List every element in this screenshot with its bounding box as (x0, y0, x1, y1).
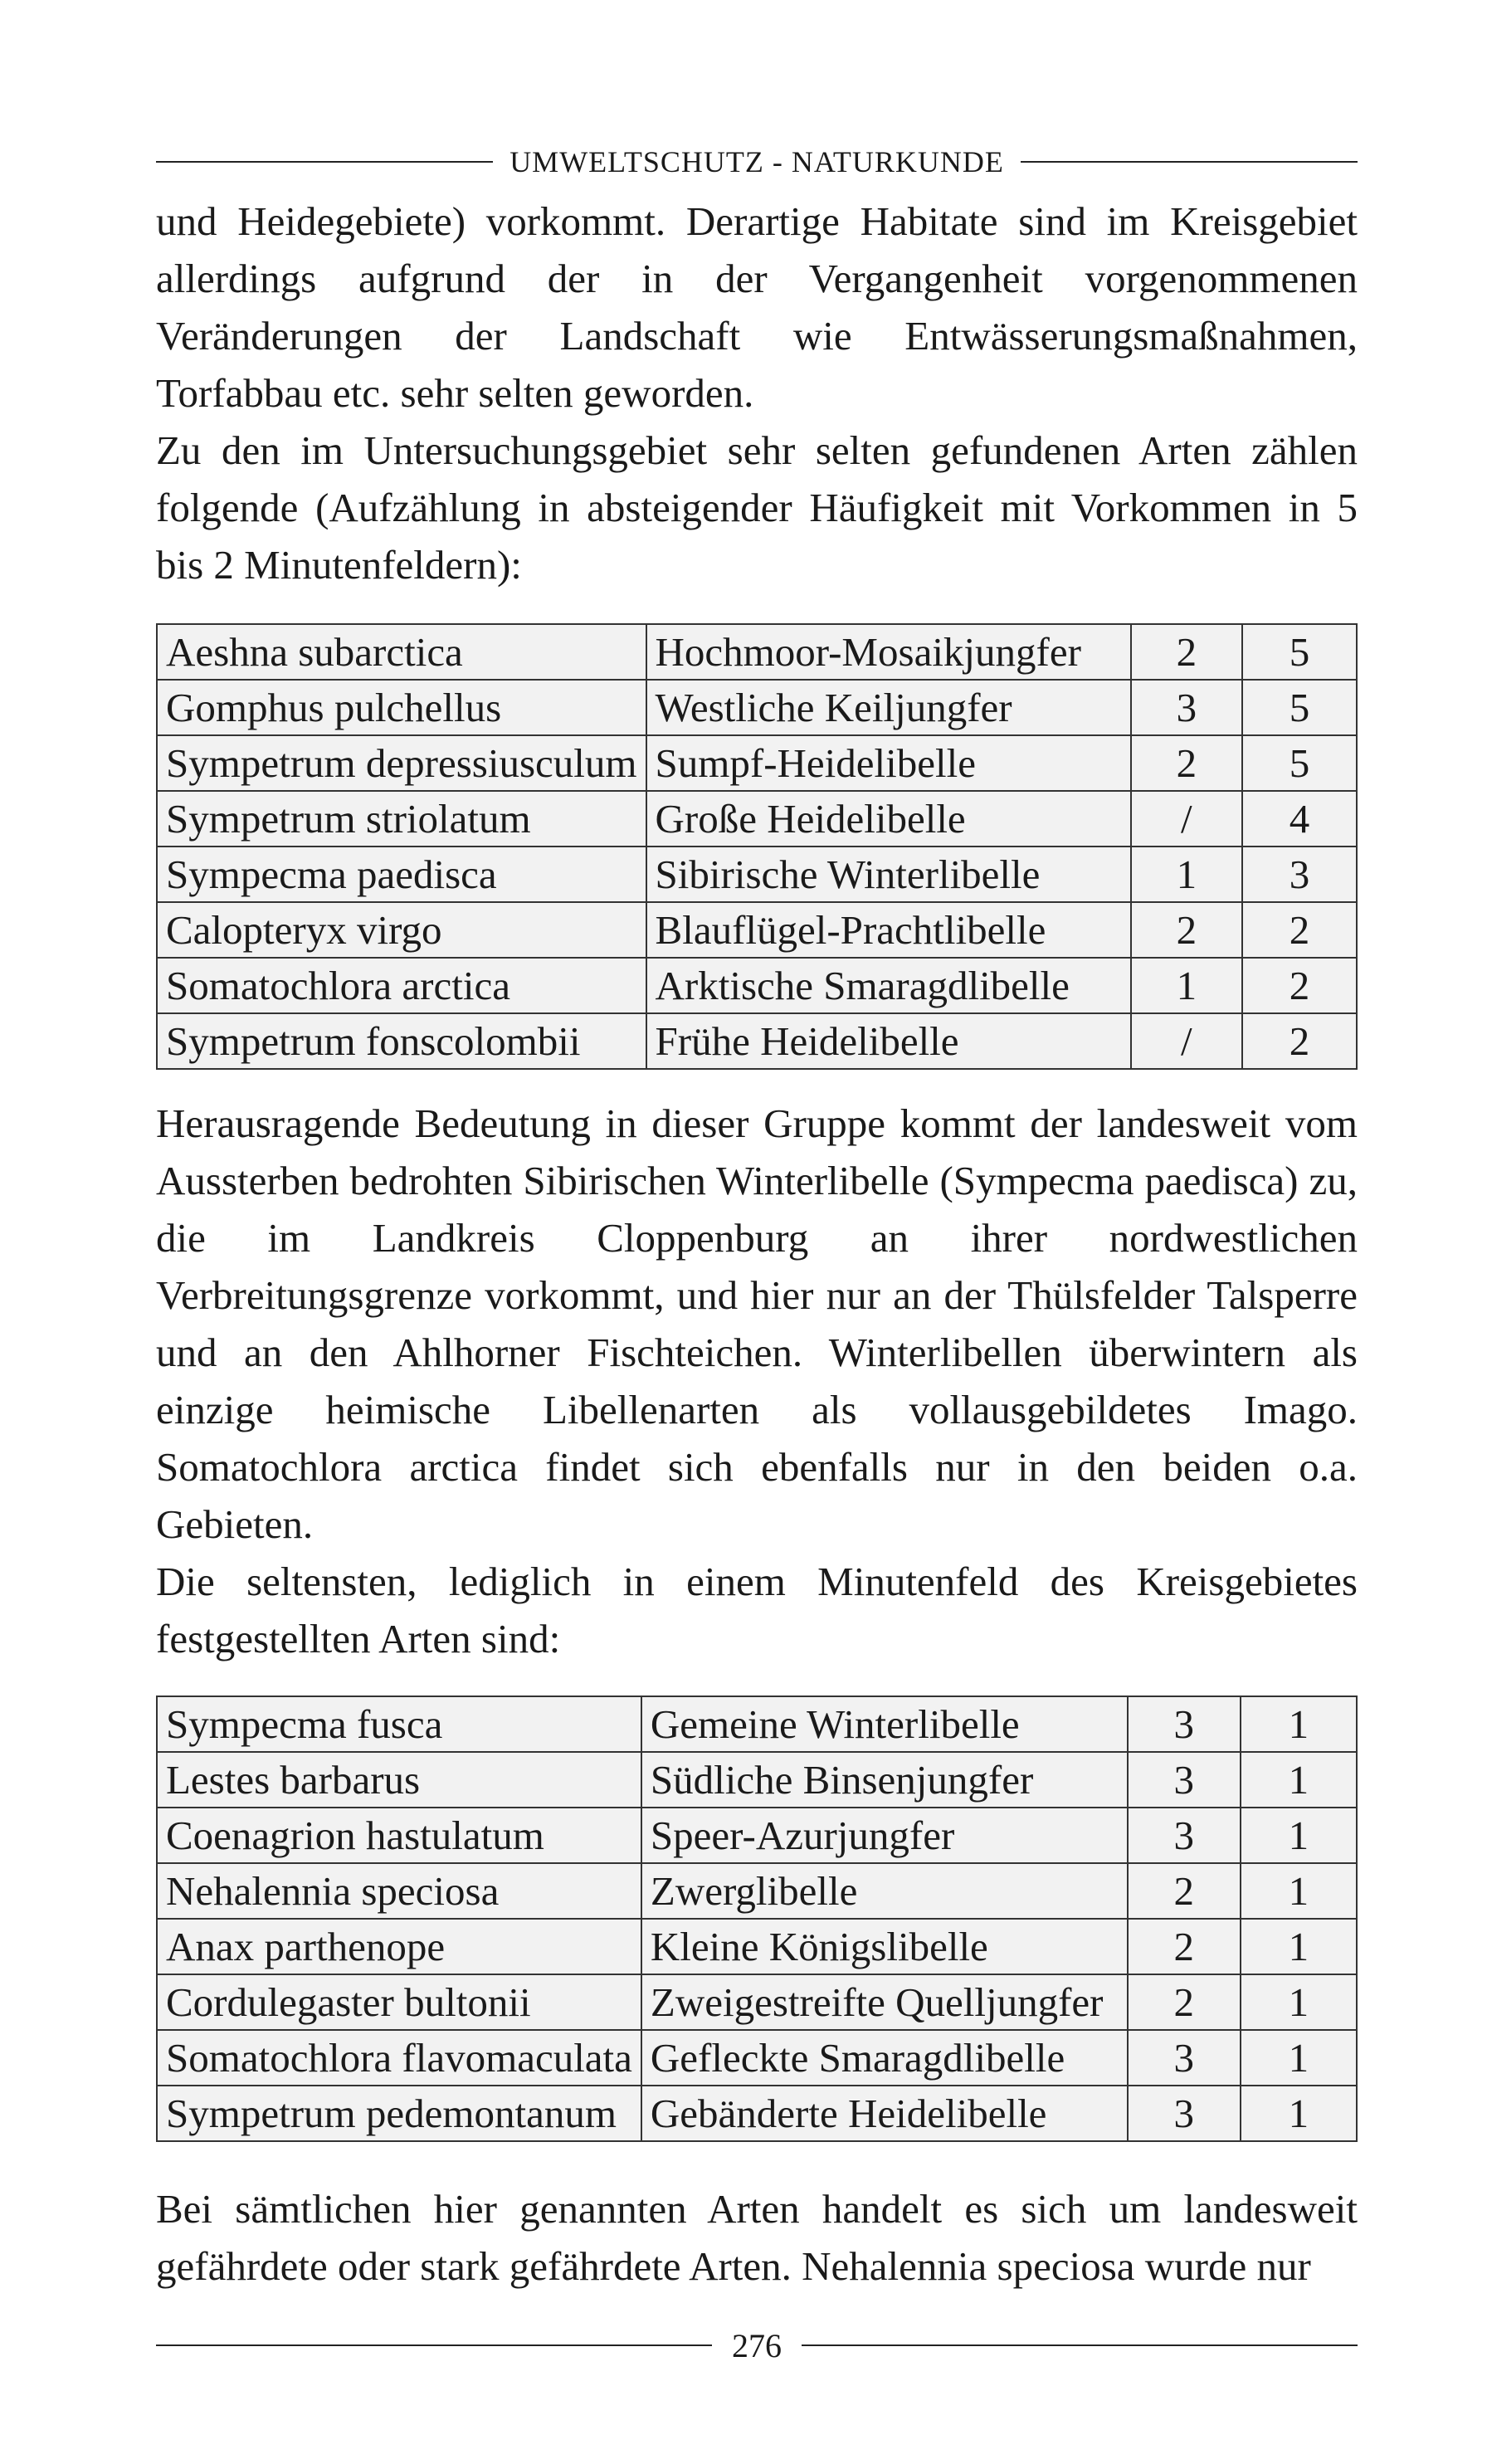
table-row (157, 1013, 1357, 1069)
header-rule-right (1021, 161, 1358, 163)
table-row (157, 1808, 1357, 1863)
count-cell-1: 2 (1128, 1919, 1241, 1974)
latin-name-cell: Somatochlora flavomaculata (157, 2030, 641, 2086)
table-row (157, 1863, 1357, 1919)
page-footer (156, 2316, 1358, 2374)
count-cell-1: 3 (1128, 1696, 1241, 1752)
german-name-cell: Große Heidelibelle (646, 791, 1131, 847)
count-cell-1: 3 (1128, 2030, 1241, 2086)
german-name-cell: Hochmoor-Mosaikjungfer (646, 624, 1131, 680)
paragraph-rarest-species-intro: Die seltensten, lediglich in einem Minutenfeld des Kreisgebietes festgestellten Arten sind: (156, 1559, 1358, 1661)
count-cell-1: 3 (1131, 680, 1242, 735)
rare-species-table (156, 623, 1358, 1070)
rare-species-table-body (157, 624, 1357, 1069)
latin-name-cell: Calopteryx virgo (157, 902, 646, 958)
table-row (157, 902, 1357, 958)
latin-name-cell: Coenagrion hastulatum (157, 1808, 641, 1863)
table-row (157, 1919, 1357, 1974)
german-name-cell: Sibirische Winterlibelle (646, 847, 1131, 902)
latin-name-cell: Aeshna subarctica (157, 624, 646, 680)
paragraph-rare-species-intro: Zu den im Untersuchungsgebiet sehr selten gefundenen Arten zählen folgende (Aufzählung in absteigender Häufigkeit mit Vorkommen in 5 bis 2 Minutenfeldern): (156, 427, 1358, 588)
count-cell-2: 3 (1242, 847, 1357, 902)
latin-name-cell: Sympetrum striolatum (157, 791, 646, 847)
latin-name-cell: Cordulegaster bultonii (157, 1974, 641, 2030)
table-row (157, 958, 1357, 1013)
count-cell-2: 1 (1241, 1696, 1357, 1752)
running-header (156, 133, 1358, 191)
latin-name-cell: Lestes barbarus (157, 1752, 641, 1808)
paragraph-significance: Herausragende Bedeutung in dieser Gruppe kommt der landesweit vom Aussterben bedrohten Sibirischen Winterlibelle (Sympecma paedisca) zu, die im Landkreis Cloppenburg an ihrer nordwestlichen Verbreitungsgrenze vorkommt, und hier nur an der Thülsfelder Talsperre und an den Ahlhorner Fischteichen. Winterlibellen überwintern als einzige heimische Libellenarten als vollausgebildetes Imago. Somatochlora arctica findet sich ebenfalls nur in den beiden o.a. Gebieten. (156, 1100, 1358, 1547)
table-row (157, 680, 1357, 735)
count-cell-1: 2 (1131, 624, 1242, 680)
german-name-cell: Westliche Keiljungfer (646, 680, 1131, 735)
table-row (157, 1696, 1357, 1752)
count-cell-1: 2 (1128, 1863, 1241, 1919)
paragraph-endangered: Bei sämtlichen hier genannten Arten handelt es sich um landesweit gefährdete oder stark gefährdete Arten. Nehalennia speciosa wurde nur (156, 2186, 1358, 2289)
count-cell-2: 2 (1242, 958, 1357, 1013)
latin-name-cell: Sympecma paedisca (157, 847, 646, 902)
table-row (157, 1752, 1357, 1808)
table-row (157, 791, 1357, 847)
count-cell-2: 1 (1241, 2086, 1357, 2141)
count-cell-1: 1 (1131, 847, 1242, 902)
german-name-cell: Südliche Binsenjungfer (641, 1752, 1128, 1808)
count-cell-2: 2 (1242, 902, 1357, 958)
count-cell-2: 5 (1242, 624, 1357, 680)
count-cell-1: / (1131, 1013, 1242, 1069)
count-cell-1: 3 (1128, 1808, 1241, 1863)
footer-rule-right (802, 2344, 1358, 2346)
footer-rule-left (156, 2344, 712, 2346)
latin-name-cell: Sympetrum fonscolombii (157, 1013, 646, 1069)
count-cell-2: 1 (1241, 1863, 1357, 1919)
count-cell-2: 1 (1241, 1974, 1357, 2030)
german-name-cell: Kleine Königslibelle (641, 1919, 1128, 1974)
count-cell-1: 3 (1128, 2086, 1241, 2141)
running-header-title: UMWELTSCHUTZ - NATURKUNDE (509, 145, 1004, 178)
latin-name-cell: Anax parthenope (157, 1919, 641, 1974)
count-cell-1: 1 (1131, 958, 1242, 1013)
count-cell-1: / (1131, 791, 1242, 847)
count-cell-1: 3 (1128, 1752, 1241, 1808)
german-name-cell: Blauflügel-Prachtlibelle (646, 902, 1131, 958)
count-cell-2: 5 (1242, 680, 1357, 735)
german-name-cell: Gebänderte Heidelibelle (641, 2086, 1128, 2141)
count-cell-1: 2 (1131, 902, 1242, 958)
latin-name-cell: Sympetrum pedemontanum (157, 2086, 641, 2141)
latin-name-cell: Somatochlora arctica (157, 958, 646, 1013)
count-cell-2: 5 (1242, 735, 1357, 791)
paragraph-habitats: und Heidegebiete) vorkommt. Derartige Habitate sind im Kreisgebiet allerdings aufgrund der in der Vergangenheit vorgenommenen Veränderungen der Landschaft wie Entwässerungsmaßnahmen, Torfabbau etc. sehr selten geworden. (156, 198, 1358, 416)
table-row (157, 847, 1357, 902)
german-name-cell: Sumpf-Heidelibelle (646, 735, 1131, 791)
count-cell-1: 2 (1128, 1974, 1241, 2030)
german-name-cell: Zweigestreifte Quelljungfer (641, 1974, 1128, 2030)
rarest-species-table-body (157, 1696, 1357, 2141)
count-cell-2: 1 (1241, 1752, 1357, 1808)
table-row (157, 2030, 1357, 2086)
table-row (157, 1974, 1357, 2030)
page-number: 276 (732, 2326, 782, 2364)
table-row (157, 735, 1357, 791)
count-cell-1: 2 (1131, 735, 1242, 791)
latin-name-cell: Gomphus pulchellus (157, 680, 646, 735)
count-cell-2: 1 (1241, 1919, 1357, 1974)
count-cell-2: 1 (1241, 2030, 1357, 2086)
german-name-cell: Speer-Azurjungfer (641, 1808, 1128, 1863)
count-cell-2: 4 (1242, 791, 1357, 847)
german-name-cell: Zwerglibelle (641, 1863, 1128, 1919)
table-row (157, 2086, 1357, 2141)
german-name-cell: Frühe Heidelibelle (646, 1013, 1131, 1069)
latin-name-cell: Nehalennia speciosa (157, 1863, 641, 1919)
latin-name-cell: Sympetrum depressiusculum (157, 735, 646, 791)
rarest-species-table (156, 1696, 1358, 2142)
count-cell-2: 2 (1242, 1013, 1357, 1069)
german-name-cell: Gefleckte Smaragdlibelle (641, 2030, 1128, 2086)
count-cell-2: 1 (1241, 1808, 1357, 1863)
latin-name-cell: Sympecma fusca (157, 1696, 641, 1752)
table-row (157, 624, 1357, 680)
header-rule-left (156, 161, 493, 163)
book-page (156, 133, 1358, 2374)
german-name-cell: Arktische Smaragdlibelle (646, 958, 1131, 1013)
german-name-cell: Gemeine Winterlibelle (641, 1696, 1128, 1752)
